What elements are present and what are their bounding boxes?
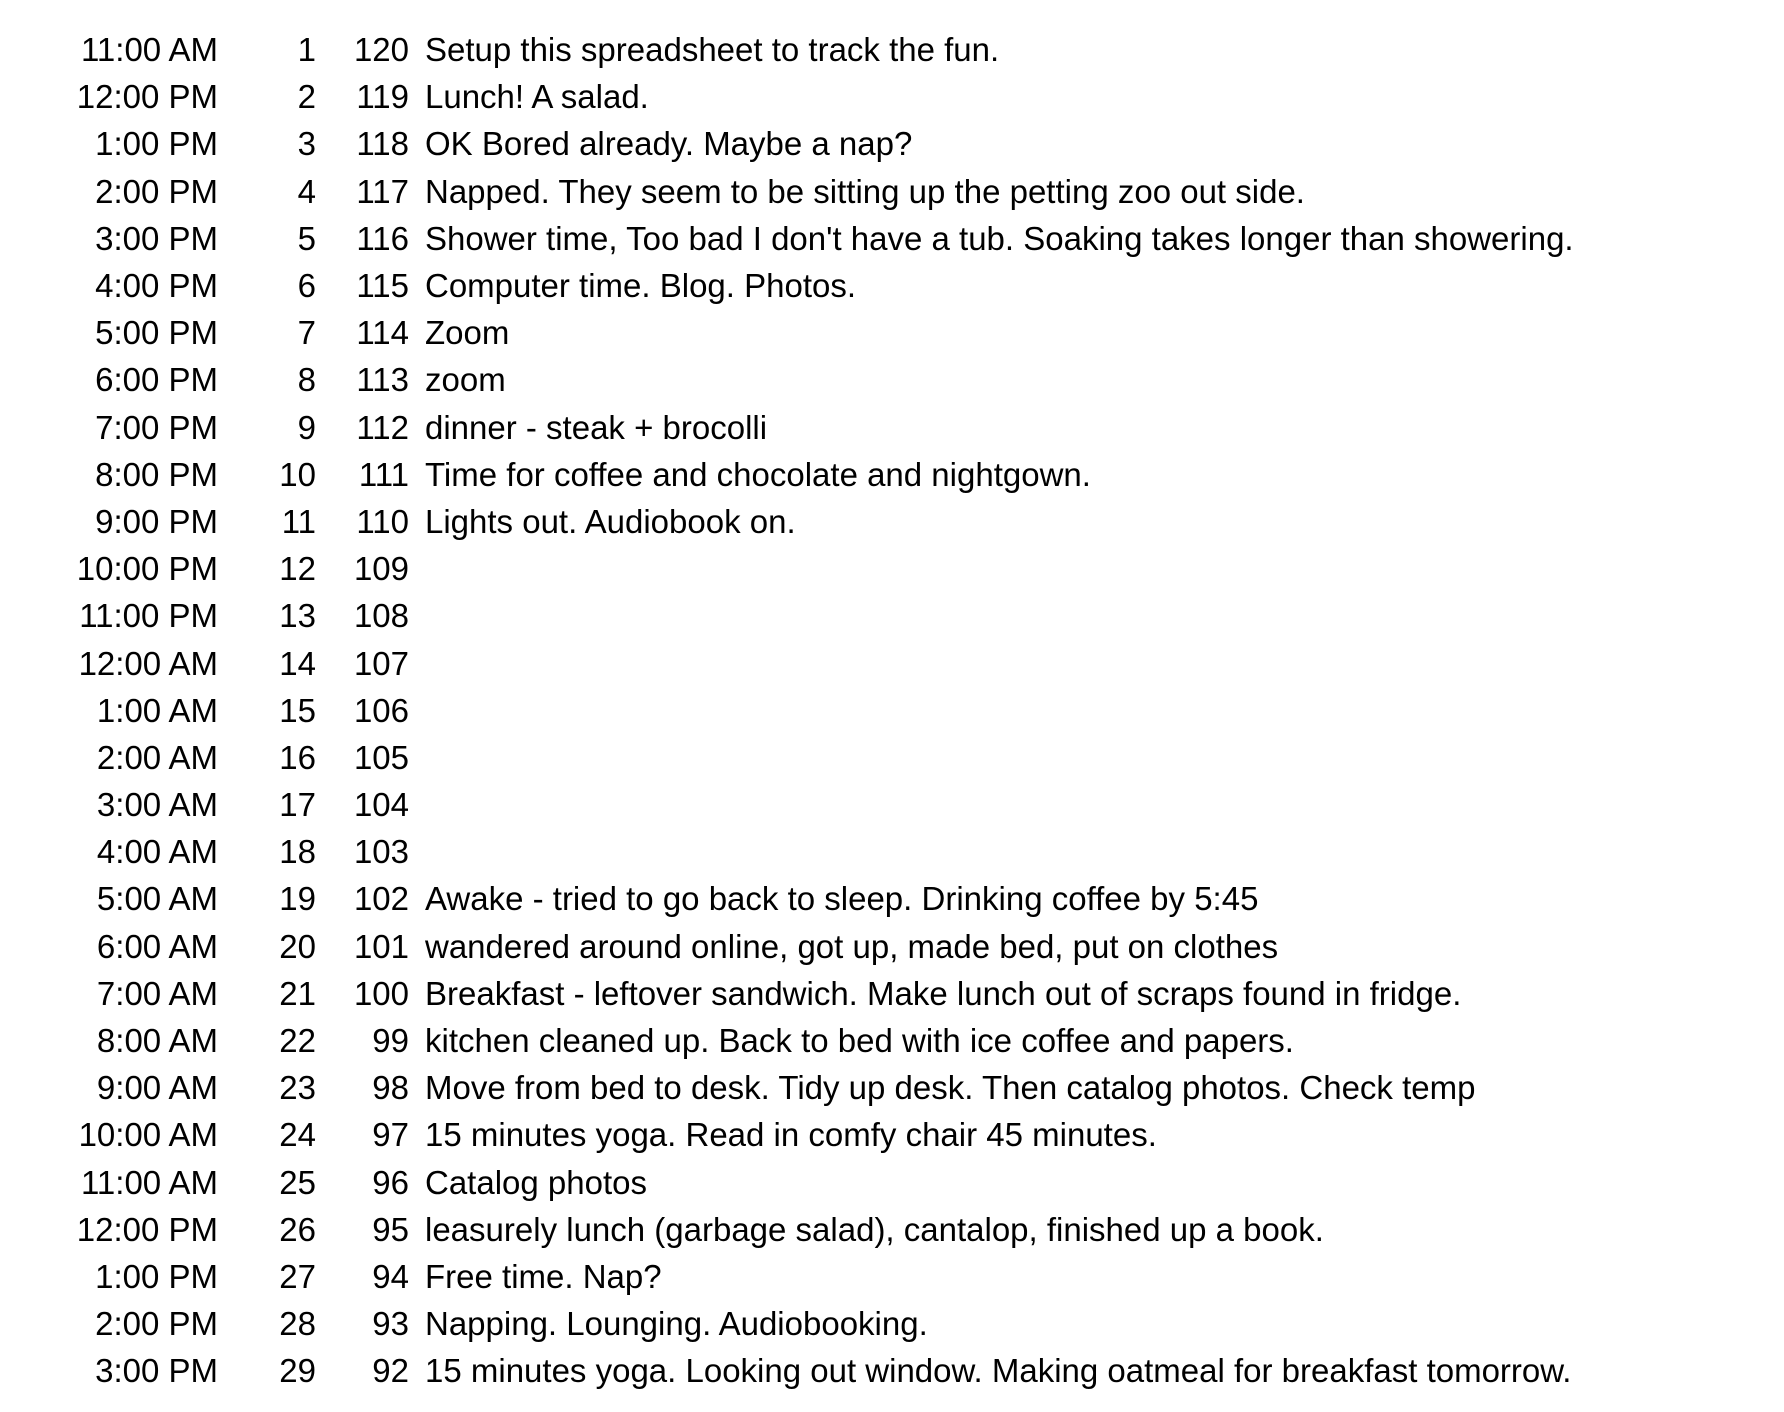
time-cell[interactable]: 6:00 PM: [95, 361, 218, 399]
time-cell[interactable]: 5:00 PM: [95, 314, 218, 352]
note-cell[interactable]: Shower time, Too bad I don't have a tub. Soaking takes longer than showering.: [425, 219, 1574, 257]
time-cell[interactable]: 12:00 PM: [76, 78, 218, 116]
hours-remaining-cell[interactable]: 110: [356, 502, 409, 540]
hour-number-cell[interactable]: 21: [279, 974, 316, 1012]
time-cell[interactable]: 2:00 PM: [95, 172, 218, 210]
table-row: [0, 168, 1784, 215]
time-cell[interactable]: 10:00 AM: [78, 1116, 218, 1154]
note-cell[interactable]: Lights out. Audiobook on.: [425, 502, 796, 540]
table-row: [0, 828, 1784, 875]
time-cell[interactable]: 8:00 PM: [95, 455, 218, 493]
time-cell[interactable]: 4:00 PM: [95, 267, 218, 305]
time-cell[interactable]: 3:00 AM: [96, 786, 218, 824]
table-row: [0, 262, 1784, 309]
hours-remaining-cell[interactable]: 93: [372, 1305, 409, 1343]
time-cell[interactable]: 11:00 PM: [79, 597, 218, 635]
hour-number-cell[interactable]: 4: [297, 172, 316, 210]
hours-remaining-cell[interactable]: 95: [372, 1210, 409, 1248]
hours-remaining-cell[interactable]: 117: [356, 172, 409, 210]
hour-number-cell[interactable]: 14: [279, 644, 316, 682]
hours-remaining-cell[interactable]: 111: [358, 455, 409, 493]
note-cell[interactable]: kitchen cleaned up. Back to bed with ice coffee and papers.: [425, 1022, 1294, 1060]
hours-remaining-cell[interactable]: 100: [353, 974, 409, 1012]
table-row: [0, 498, 1784, 545]
time-cell[interactable]: 10:00 PM: [76, 550, 218, 588]
table-row: [0, 215, 1784, 262]
hour-number-cell[interactable]: 9: [297, 408, 316, 446]
time-cell[interactable]: 3:00 PM: [95, 219, 218, 257]
time-cell[interactable]: 1:00 AM: [96, 691, 218, 729]
note-cell[interactable]: Setup this spreadsheet to track the fun.: [425, 31, 1000, 69]
time-cell[interactable]: 11:00 AM: [81, 1163, 218, 1201]
table-row: [0, 592, 1784, 639]
table-row: [0, 451, 1784, 498]
hour-number-cell[interactable]: 17: [279, 786, 316, 824]
hours-remaining-cell[interactable]: 102: [353, 880, 409, 918]
table-row: [0, 1159, 1784, 1206]
table-row: [0, 1064, 1784, 1111]
note-cell[interactable]: Zoom: [425, 314, 510, 352]
hour-number-cell[interactable]: 6: [297, 267, 316, 305]
hours-remaining-cell[interactable]: 112: [356, 408, 409, 446]
hour-number-cell[interactable]: 19: [279, 880, 316, 918]
hours-remaining-cell[interactable]: 103: [353, 833, 409, 871]
hours-remaining-cell[interactable]: 119: [356, 78, 409, 116]
hour-number-cell[interactable]: 2: [297, 78, 316, 116]
table-row: [0, 639, 1784, 686]
time-cell[interactable]: 4:00 AM: [96, 833, 218, 871]
note-cell[interactable]: Computer time. Blog. Photos.: [425, 267, 857, 305]
table-row: [0, 781, 1784, 828]
hour-number-cell[interactable]: 8: [297, 361, 316, 399]
table-row: [0, 875, 1784, 922]
hours-remaining-cell[interactable]: 92: [372, 1352, 409, 1390]
time-cell[interactable]: 2:00 AM: [96, 738, 218, 776]
table-row: [0, 687, 1784, 734]
table-row: [0, 309, 1784, 356]
hour-number-cell[interactable]: 26: [279, 1210, 316, 1248]
hours-remaining-cell[interactable]: 105: [353, 738, 409, 776]
note-cell[interactable]: 15 minutes yoga. Read in comfy chair 45 minutes.: [425, 1116, 1157, 1154]
note-cell[interactable]: OK Bored already. Maybe a nap?: [425, 125, 913, 163]
hour-number-cell[interactable]: 15: [279, 691, 316, 729]
table-row: [0, 1300, 1784, 1347]
hours-remaining-cell[interactable]: 116: [356, 219, 409, 257]
hours-remaining-cell[interactable]: 107: [353, 644, 409, 682]
table-row: [0, 73, 1784, 120]
table-row: [0, 404, 1784, 451]
spreadsheet-table: [0, 26, 1784, 1394]
table-row: [0, 923, 1784, 970]
time-cell[interactable]: 9:00 PM: [95, 502, 218, 540]
table-row: [0, 356, 1784, 403]
hours-remaining-cell[interactable]: 104: [353, 786, 409, 824]
hour-number-cell[interactable]: 12: [279, 550, 316, 588]
note-cell[interactable]: Move from bed to desk. Tidy up desk. Then catalog photos. Check temp: [425, 1069, 1476, 1107]
note-cell[interactable]: Breakfast - leftover sandwich. Make lunch out of scraps found in fridge.: [425, 974, 1462, 1012]
table-row: [0, 734, 1784, 781]
hours-remaining-cell[interactable]: 118: [356, 125, 409, 163]
hours-remaining-cell[interactable]: 114: [356, 314, 409, 352]
hours-remaining-cell[interactable]: 120: [353, 31, 409, 69]
hours-remaining-cell[interactable]: 113: [356, 361, 409, 399]
hours-remaining-cell[interactable]: 108: [353, 597, 409, 635]
hours-remaining-cell[interactable]: 94: [372, 1257, 409, 1295]
hour-number-cell[interactable]: 1: [297, 31, 316, 69]
hours-remaining-cell[interactable]: 96: [372, 1163, 409, 1201]
hour-number-cell[interactable]: 11: [281, 502, 316, 540]
hours-remaining-cell[interactable]: 106: [353, 691, 409, 729]
table-row: [0, 120, 1784, 167]
table-row: [0, 1206, 1784, 1253]
note-cell[interactable]: Awake - tried to go back to sleep. Drinking coffee by 5:45: [425, 880, 1259, 918]
time-cell[interactable]: 12:00 AM: [78, 644, 218, 682]
note-cell[interactable]: Time for coffee and chocolate and nightgown.: [425, 455, 1091, 493]
hour-number-cell[interactable]: 13: [279, 597, 316, 635]
hours-remaining-cell[interactable]: 97: [372, 1116, 409, 1154]
table-row: [0, 26, 1784, 73]
note-cell[interactable]: Napping. Lounging. Audiobooking.: [425, 1305, 928, 1343]
note-cell[interactable]: leasurely lunch (garbage salad), cantalop, finished up a book.: [425, 1210, 1324, 1248]
table-row: [0, 1253, 1784, 1300]
hour-number-cell[interactable]: 29: [279, 1352, 316, 1390]
time-cell[interactable]: 8:00 AM: [96, 1022, 218, 1060]
hour-number-cell[interactable]: 20: [279, 927, 316, 965]
time-cell[interactable]: 1:00 PM: [95, 1257, 218, 1295]
hours-remaining-cell[interactable]: 109: [353, 550, 409, 588]
table-row: [0, 1017, 1784, 1064]
hour-number-cell[interactable]: 7: [297, 314, 316, 352]
time-cell[interactable]: 5:00 AM: [96, 880, 218, 918]
table-row: [0, 1347, 1784, 1394]
hour-number-cell[interactable]: 10: [279, 455, 316, 493]
hour-number-cell[interactable]: 22: [279, 1022, 316, 1060]
hours-remaining-cell[interactable]: 99: [372, 1022, 409, 1060]
time-cell[interactable]: 6:00 AM: [96, 927, 218, 965]
table-row: [0, 545, 1784, 592]
table-row: [0, 1111, 1784, 1158]
hour-number-cell[interactable]: 16: [279, 738, 316, 776]
time-cell[interactable]: 2:00 PM: [95, 1305, 218, 1343]
note-cell[interactable]: dinner - steak + brocolli: [425, 408, 768, 446]
note-cell[interactable]: zoom: [425, 361, 506, 399]
hours-remaining-cell[interactable]: 101: [353, 927, 409, 965]
table-row: [0, 970, 1784, 1017]
note-cell[interactable]: Catalog photos: [425, 1163, 647, 1201]
hour-number-cell[interactable]: 27: [279, 1257, 316, 1295]
hour-number-cell[interactable]: 3: [297, 125, 316, 163]
hour-number-cell[interactable]: 28: [279, 1305, 316, 1343]
hour-number-cell[interactable]: 24: [279, 1116, 316, 1154]
time-cell[interactable]: 1:00 PM: [95, 125, 218, 163]
hour-number-cell[interactable]: 5: [297, 219, 316, 257]
note-cell[interactable]: 15 minutes yoga. Looking out window. Making oatmeal for breakfast tomorrow.: [425, 1352, 1572, 1390]
time-cell[interactable]: 7:00 PM: [95, 408, 218, 446]
note-cell[interactable]: Lunch! A salad.: [425, 78, 649, 116]
hour-number-cell[interactable]: 18: [279, 833, 316, 871]
hours-remaining-cell[interactable]: 98: [372, 1069, 409, 1107]
note-cell[interactable]: Napped. They seem to be sitting up the petting zoo out side.: [425, 172, 1305, 210]
hour-number-cell[interactable]: 25: [279, 1163, 316, 1201]
time-cell[interactable]: 7:00 AM: [96, 974, 218, 1012]
time-cell[interactable]: 3:00 PM: [95, 1352, 218, 1390]
time-cell[interactable]: 12:00 PM: [76, 1210, 218, 1248]
note-cell[interactable]: wandered around online, got up, made bed, put on clothes: [425, 927, 1279, 965]
hour-number-cell[interactable]: 23: [279, 1069, 316, 1107]
time-cell[interactable]: 11:00 AM: [81, 31, 218, 69]
hours-remaining-cell[interactable]: 115: [356, 267, 409, 305]
note-cell[interactable]: Free time. Nap?: [425, 1257, 662, 1295]
time-cell[interactable]: 9:00 AM: [96, 1069, 218, 1107]
